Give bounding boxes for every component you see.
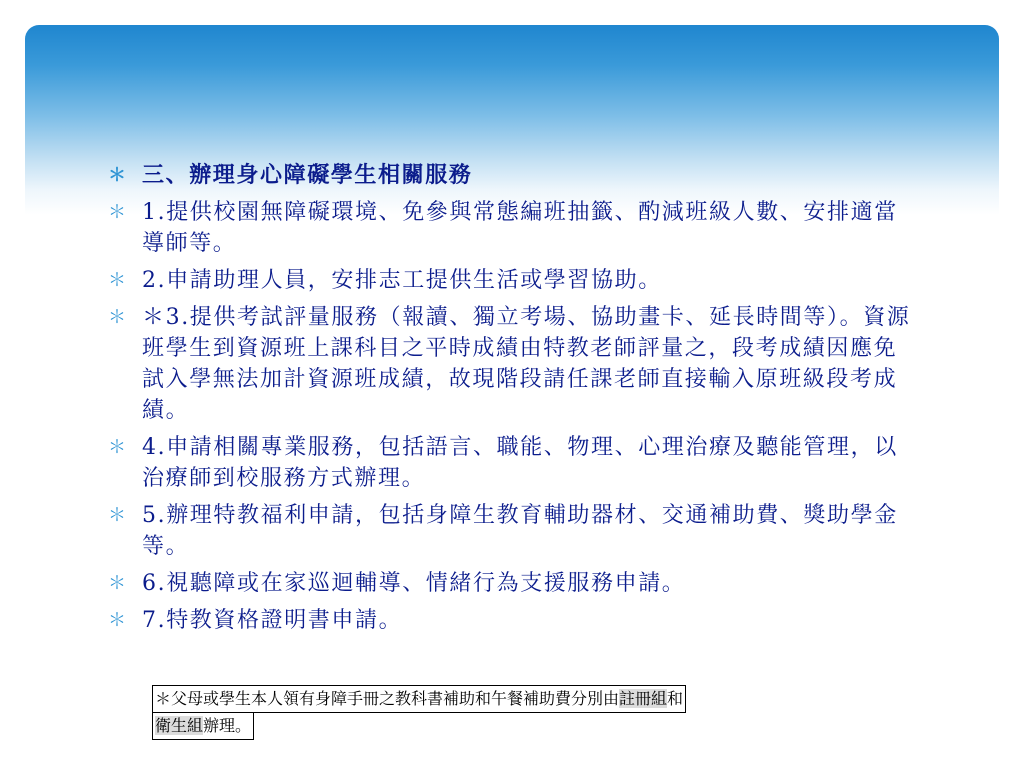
bullet-item bbox=[108, 605, 918, 636]
bullet-marker-icon: ＊ bbox=[108, 270, 128, 291]
bullet-text: 1.提供校園無障礙環境、免參與常態編班抽籤、酌減班級人數、安排適當導師等。 bbox=[142, 200, 898, 256]
bullet-marker-icon: ＊ bbox=[108, 610, 128, 631]
bullet-text: 2.申請助理人員，安排志工提供生活或學習協助。 bbox=[142, 268, 662, 293]
bullet-text: ＊3.提供考試評量服務（報讀、獨立考場、協助畫卡、延長時間等）。資源班學生到資源班上課科目之平時成績由特教老師評量之，段考成績因應免試入學無法加計資源班成績，故現階段請任課老師直接輸入原班級段考成績。 bbox=[142, 305, 911, 423]
note-line bbox=[152, 713, 254, 740]
bullet-marker-icon: ＊ bbox=[108, 202, 128, 223]
note-text: ＊父母或學生本人領有身障手冊之教科書補助和午餐補助費分別由 bbox=[155, 689, 620, 708]
note-text: 和 bbox=[667, 689, 684, 708]
bullet-item-heading bbox=[108, 160, 918, 191]
bullet-list bbox=[108, 160, 918, 636]
bullet-item bbox=[108, 500, 918, 562]
bullet-marker-icon: ＊ bbox=[108, 505, 128, 526]
bullet-text: 5.辦理特教福利申請，包括身障生教育輔助器材、交通補助費、獎助學金等。 bbox=[142, 503, 898, 559]
bullet-marker-icon: ＊ bbox=[108, 165, 128, 186]
bullet-text: 4.申請相關專業服務，包括語言、職能、物理、心理治療及聽能管理，以治療師到校服務方式辦理。 bbox=[142, 435, 898, 491]
bullet-item bbox=[108, 197, 918, 259]
bullet-marker-icon: ＊ bbox=[108, 437, 128, 458]
bullet-item bbox=[108, 432, 918, 494]
bullet-text: 三、辦理身心障礙學生相關服務 bbox=[142, 162, 473, 188]
note-highlight-registration: 註冊組 bbox=[619, 689, 668, 708]
note-line bbox=[152, 685, 686, 713]
note-box bbox=[152, 685, 898, 740]
bullet-marker-icon: ＊ bbox=[108, 573, 128, 594]
bullet-item bbox=[108, 568, 918, 599]
slide-content bbox=[108, 160, 918, 642]
bullet-text: 6.視聽障或在家巡迴輔導、情緒行為支援服務申請。 bbox=[142, 571, 686, 596]
bullet-item bbox=[108, 302, 918, 426]
bullet-marker-icon: ＊ bbox=[108, 307, 128, 328]
note-text: 辦理。 bbox=[203, 716, 252, 735]
bullet-text: 7.特教資格證明書申請。 bbox=[142, 608, 403, 633]
note-highlight-health: 衛生組 bbox=[155, 716, 204, 735]
bullet-item bbox=[108, 265, 918, 296]
